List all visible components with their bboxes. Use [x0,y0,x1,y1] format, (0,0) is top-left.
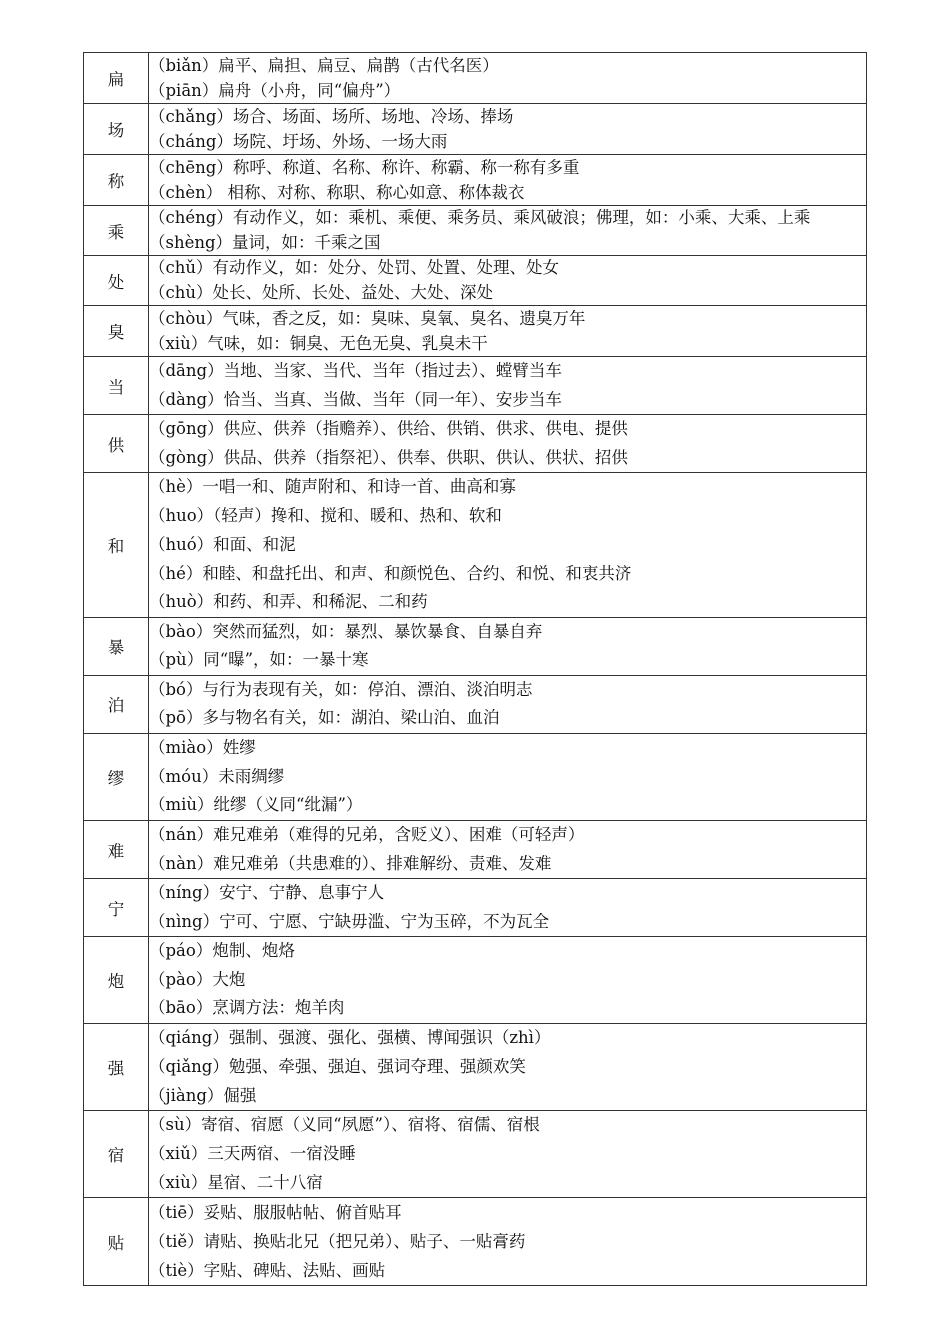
readings-cell [149,821,867,879]
readings-cell [149,1024,867,1111]
entry-row [84,1111,867,1198]
reading-line: （nìng）宁可、宁愿、宁缺毋滥、宁为玉碎，不为瓦全 [149,911,550,931]
reading-line: （miù）纰缪（义同“纰漏”） [149,795,363,815]
readings-cell [149,256,867,306]
headword-cell: 处 [84,256,149,306]
reading-line: （pù）同“曝”，如：一暴十寒 [149,650,369,670]
headword-cell: 贴 [84,1198,149,1286]
reading-line: （tiě）请贴、换贴北兄（把兄弟）、贴子、一贴膏药 [149,1232,526,1252]
reading-line: （dàng）恰当、当真、当做、当年（同一年）、安步当车 [149,389,562,409]
readings-cell [149,357,867,415]
headword-cell: 宿 [84,1111,149,1198]
headword-cell: 称 [84,155,149,206]
headword-cell: 扁 [84,53,149,104]
readings-cell [149,415,867,473]
reading-line: （biǎn）扁平、扁担、扁豆、扁鹊（古代名医） [149,56,499,75]
reading-line: （chù）处长、处所、长处、益处、大处、深处 [149,282,493,302]
reading-line: （jiàng）倔强 [149,1085,257,1105]
reading-line: （cháng）场院、圩场、外场、一场大雨 [149,132,448,151]
reading-line: （xiù）气味，如：铜臭、无色无臭、乳臭未干 [149,334,488,354]
document-page [83,52,867,1286]
readings-cell [149,306,867,357]
reading-line: （bào）突然而猛烈，如：暴烈、暴饮暴食、自暴自弃 [149,621,543,641]
headword-cell: 供 [84,415,149,473]
entry-row [84,306,867,357]
readings-cell [149,879,867,937]
reading-line: （qiáng）强制、强渡、强化、强横、博闻强识（zhì） [149,1028,551,1048]
reading-line: （miào）姓缪 [149,737,256,757]
entry-row [84,879,867,937]
entry-row [84,1198,867,1286]
headword-cell: 场 [84,104,149,155]
readings-cell [149,937,867,1024]
reading-line: （xiù）星宿、二十八宿 [149,1172,323,1192]
entry-row [84,155,867,206]
reading-line: （gōng）供应、供养（指赡养）、供给、供销、供求、供电、提供 [149,419,628,439]
table-body [84,53,867,1286]
entry-row [84,473,867,618]
readings-cell [149,1111,867,1198]
reading-line: （piān）扁舟（小舟，同“偏舟”） [149,81,401,100]
entry-row [84,104,867,155]
headword-cell: 臭 [84,306,149,357]
entry-row [84,821,867,879]
reading-line: （qiǎng）勉强、牵强、强迫、强词夺理、强颜欢笑 [149,1056,526,1076]
entry-row [84,206,867,256]
reading-line: （chòu）气味，香之反，如：臭味、臭氧、臭名、遗臭万年 [149,309,586,329]
readings-cell [149,733,867,820]
readings-cell [149,53,867,104]
reading-line: （chēng）称呼、称道、名称、称许、称霸、称一称有多重 [149,158,580,177]
reading-line: （tiē）妥贴、服服帖帖、俯首贴耳 [149,1203,402,1223]
entry-row [84,357,867,415]
polyphonic-character-table [83,52,867,1286]
headword-cell: 宁 [84,879,149,937]
reading-line: （gòng）供品、供养（指祭祀）、供奉、供职、供认、供状、招供 [149,447,628,467]
headword-cell: 和 [84,473,149,618]
headword-cell: 乘 [84,206,149,256]
readings-cell [149,1198,867,1286]
reading-line: （hé）和睦、和盘托出、和声、和颜悦色、合约、和悦、和衷共济 [149,563,632,583]
entry-row [84,1024,867,1111]
reading-line: （móu）未雨绸缪 [149,766,285,786]
reading-line: （pào）大炮 [149,969,246,989]
reading-line: （dāng）当地、当家、当代、当年（指过去）、螳臂当车 [149,361,562,381]
headword-cell: 难 [84,821,149,879]
entry-row [84,415,867,473]
reading-line: （bāo）烹调方法：炮羊肉 [149,998,345,1018]
reading-line: （nán）难兄难弟（难得的兄弟，含贬义）、困难（可轻声） [149,825,585,845]
reading-line: （páo）炮制、炮烙 [149,941,295,961]
reading-line: （shèng）量词，如：千乘之国 [149,232,381,252]
reading-line: （hè）一唱一和、随声附和、和诗一首、曲高和寡 [149,477,516,497]
reading-line: （nàn）难兄难弟（共患难的）、排难解纷、责难、发难 [149,853,552,873]
reading-line: （xiǔ）三天两宿、一宿没睡 [149,1143,356,1163]
reading-line: （sù）寄宿、宿愿（义同“夙愿”）、宿将、宿儒、宿根 [149,1115,540,1135]
entry-row [84,733,867,820]
reading-line: （huó）和面、和泥 [149,534,296,554]
headword-cell: 泊 [84,675,149,733]
headword-cell: 炮 [84,937,149,1024]
reading-line: （pō）多与物名有关，如：湖泊、梁山泊、血泊 [149,708,500,728]
reading-line: （chǔ）有动作义，如：处分、处罚、处置、处理、处女 [149,258,559,278]
readings-cell [149,104,867,155]
entry-row [84,675,867,733]
reading-line: （chèn） 相称、对称、称职、称心如意、称体裁衣 [149,183,525,202]
entry-row [84,256,867,306]
reading-line: （chéng）有动作义，如：乘机、乘便、乘务员、乘风破浪；佛理，如：小乘、大乘、上乘 [149,208,811,227]
headword-cell: 当 [84,357,149,415]
headword-cell: 缪 [84,733,149,820]
headword-cell: 强 [84,1024,149,1111]
reading-line: （chǎng）场合、场面、场所、场地、冷场、捧场 [149,107,514,126]
entry-row [84,937,867,1024]
reading-line: （huo）（轻声）搀和、搅和、暖和、热和、软和 [149,506,502,526]
readings-cell [149,206,867,256]
reading-line: （níng）安宁、宁静、息事宁人 [149,883,385,903]
readings-cell [149,155,867,206]
readings-cell [149,473,867,618]
reading-line: （huò）和药、和弄、和稀泥、二和药 [149,592,428,612]
readings-cell [149,617,867,675]
entry-row [84,617,867,675]
reading-line: （tiè）字贴、碑贴、法贴、画贴 [149,1261,386,1281]
readings-cell [149,675,867,733]
reading-line: （bó）与行为表现有关，如：停泊、漂泊、淡泊明志 [149,679,533,699]
entry-row [84,53,867,104]
headword-cell: 暴 [84,617,149,675]
